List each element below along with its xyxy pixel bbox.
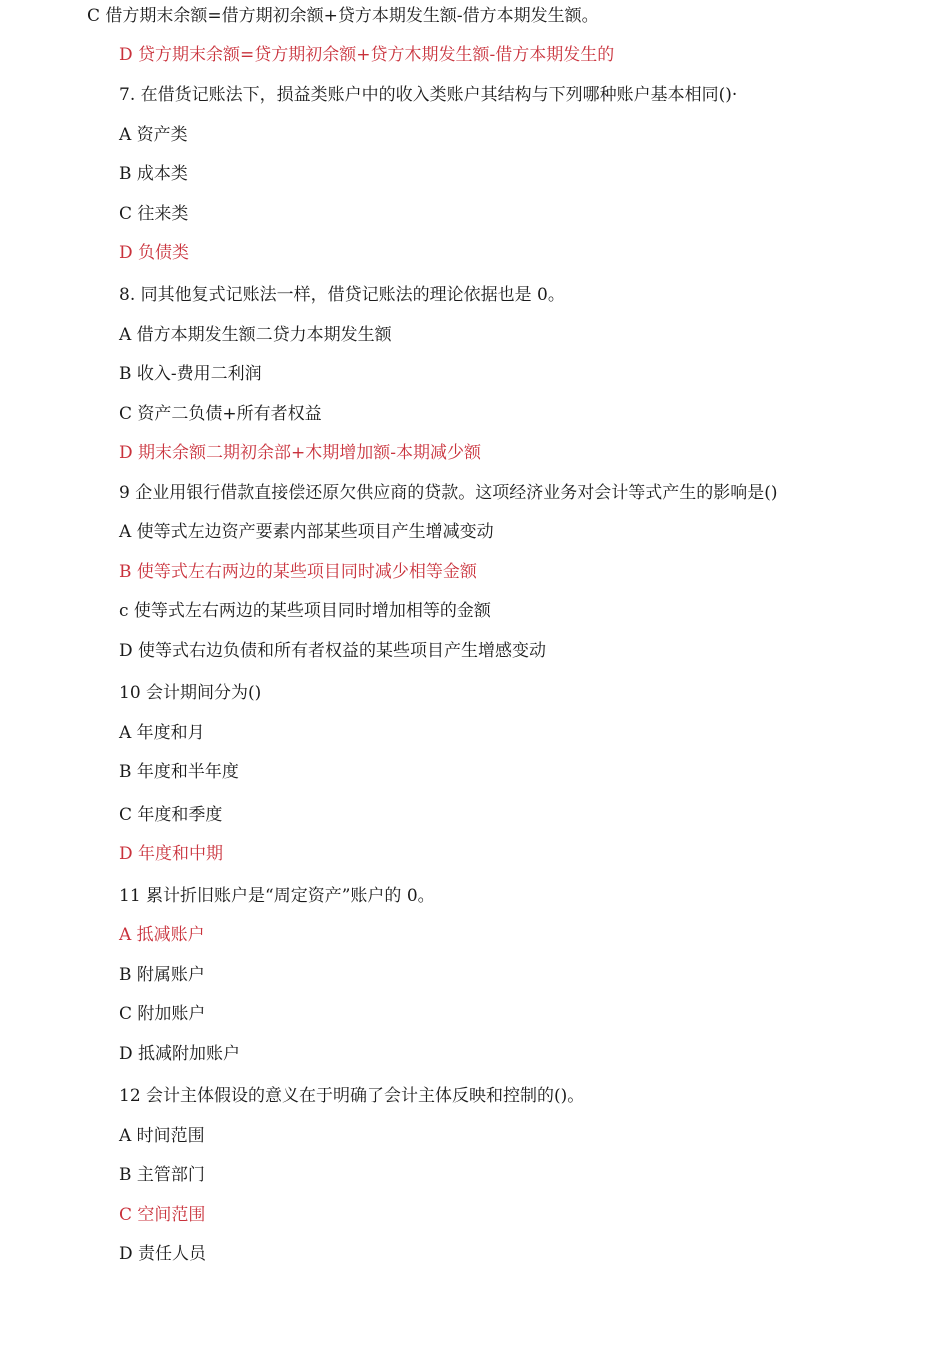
option-c-q8: C 资产二负债+所有者权益 (119, 404, 322, 424)
option-b-q7: B 成本类 (119, 164, 188, 184)
option-a-q7: A 资产类 (119, 125, 188, 145)
question-10: 10 会计期间分为() (119, 683, 262, 703)
option-d-q8-answer: D 期末余额二期初余部+木期增加额-本期减少额 (119, 443, 482, 463)
option-c-q7: C 往来类 (119, 204, 189, 224)
question-7: 7. 在借货记账法下，损益类账户中的收入类账户其结构与下列哪种账户基本相同()· (119, 85, 738, 105)
option-c-q9: c 使等式左右两边的某些项目同时增加相等的金额 (119, 601, 491, 621)
question-8: 8. 同其他复式记账法一样，借贷记账法的理论依据也是 0。 (119, 285, 565, 305)
option-d-q9: D 使等式右边负债和所有者权益的某些项目产生增感变动 (119, 641, 547, 661)
option-d-q11: D 抵减附加账户 (119, 1044, 241, 1064)
question-11: 11 累计折旧账户是“周定资产”账户的 0。 (119, 886, 435, 906)
option-c-q11: C 附加账户 (119, 1004, 206, 1024)
option-b-q8: B 收入-费用二利润 (119, 364, 262, 384)
option-c-q6: C 借方期末余额=借方期初余额+贷方本期发生额-借方本期发生额。 (87, 6, 599, 26)
option-b-q10: B 年度和半年度 (119, 762, 239, 782)
option-d-q10-answer: D 年度和中期 (119, 844, 224, 864)
option-d-q12: D 责任人员 (119, 1244, 207, 1264)
option-a-q12: A 时间范围 (119, 1126, 205, 1146)
option-c-q10: C 年度和季度 (119, 805, 223, 825)
option-b-q12: B 主管部门 (119, 1165, 205, 1185)
option-d-q7-answer: D 负债类 (119, 243, 190, 263)
option-a-q8: A 借方本期发生额二贷力本期发生额 (119, 325, 392, 345)
question-9: 9 企业用银行借款直接偿还原欠供应商的贷款。这项经济业务对会计等式产生的影响是() (119, 483, 778, 503)
question-12: 12 会计主体假设的意义在于明确了会计主体反映和控制的()。 (119, 1086, 585, 1106)
option-c-q12-answer: C 空间范围 (119, 1205, 206, 1225)
option-b-q11: B 附属账户 (119, 965, 205, 985)
option-b-q9-answer: B 使等式左右两边的某些项目同时减少相等金额 (119, 562, 477, 582)
option-a-q11-answer: A 抵减账户 (119, 925, 205, 945)
option-a-q9: A 使等式左边资产要素内部某些项目产生增减变动 (119, 522, 494, 542)
option-d-q6-answer: D 贷方期末余额=贷方期初余额+贷方木期发生额-借方本期发生的 (119, 45, 615, 65)
option-a-q10: A 年度和月 (119, 723, 205, 743)
